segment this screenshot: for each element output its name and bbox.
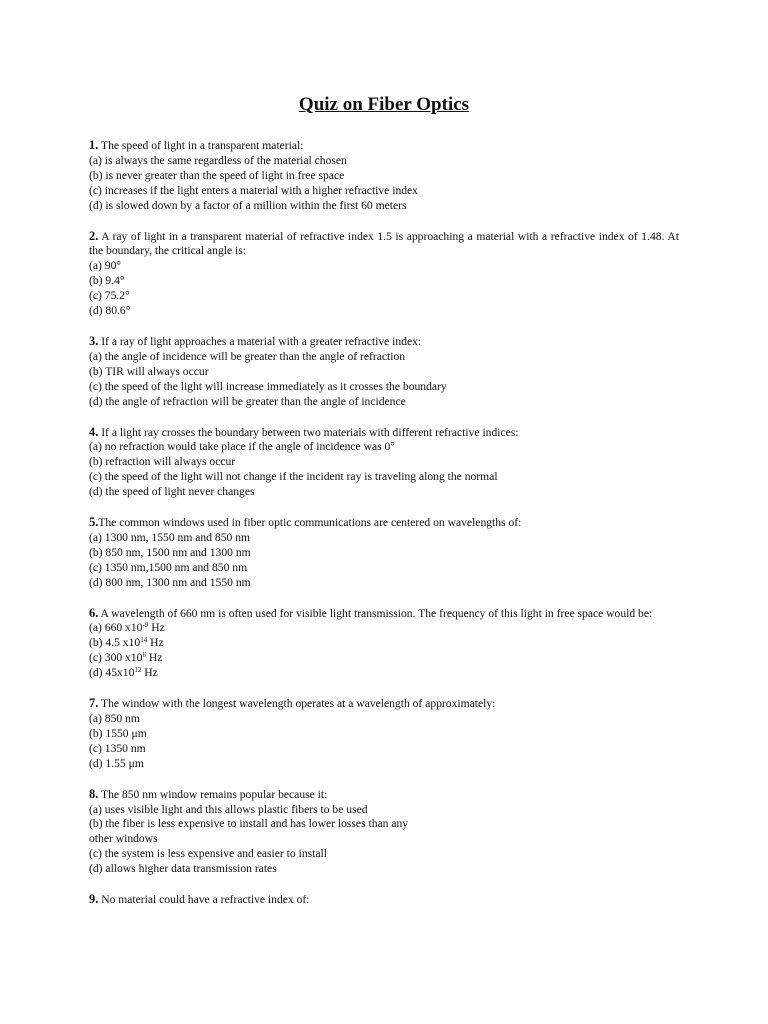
question-text: If a ray of light approaches a material with a greater refractive index: <box>98 334 422 348</box>
question-text: The common windows used in fiber optic communications are centered on wavelengths of: <box>98 516 522 530</box>
question-stem <box>89 334 679 350</box>
question-stem <box>89 787 679 803</box>
option-d: (d) allows higher data transmission rates <box>89 862 277 876</box>
exponent: -9 <box>142 621 149 630</box>
page-title: Quiz on Fiber Optics <box>298 94 470 115</box>
option-b: (b) 850 nm, 1500 nm and 1300 nm <box>89 545 251 559</box>
question-stem <box>89 229 679 260</box>
question-stem <box>89 425 679 441</box>
option-b: (b) is never greater than the speed of light in free space <box>89 168 345 182</box>
question-stem <box>89 515 679 531</box>
question-stem <box>89 606 679 622</box>
question-text: The speed of light in a transparent material: <box>98 139 304 152</box>
option-b-continued: other windows <box>89 832 158 846</box>
option-a: (a) is always the same regardless of the material chosen <box>89 153 347 167</box>
option-c: (c) the speed of the light will not change if the incident ray is traveling along the normal <box>89 470 498 484</box>
option-c: (c) the speed of the light will increase immediately as it crosses the boundary <box>89 379 447 393</box>
question-2 <box>89 229 679 319</box>
question-4 <box>89 425 679 501</box>
question-text: The 850 nm window remains popular because it: <box>98 787 328 801</box>
option-b: (b) 9.4° <box>89 274 125 288</box>
option-b: (b) 4.5 $x10^{14}$ Hz <box>89 636 164 650</box>
option-c: (c) the system is less expensive and easier to install <box>89 847 327 861</box>
question-stem <box>89 892 679 908</box>
question-6 <box>89 606 679 682</box>
question-1 <box>89 138 679 214</box>
question-number: 8. <box>89 786 99 801</box>
question-stem <box>89 696 679 712</box>
option-a: (a) 660 $x10^{-9}$ Hz <box>89 621 165 635</box>
option-c: (c) 75.2° <box>89 289 130 303</box>
question-text: No material could have a refractive index of: <box>98 893 310 907</box>
option-c: (c) increases if the light enters a material with a higher refractive index <box>89 183 418 197</box>
option-a: (a) uses visible light and this allows plastic fibers to be used <box>89 802 368 816</box>
question-text: A ray of light in a transparent material of refractive index 1.5 is approaching a material with a refractive index of 1.48. At the boundary, the critical angle is: <box>89 229 679 258</box>
question-9 <box>89 892 679 908</box>
option-d: (d) the angle of refraction will be greater than the angle of incidence <box>89 394 406 408</box>
option-b: (b) refraction will always occur <box>89 455 236 469</box>
option-c: (c) 1350 nm <box>89 741 146 755</box>
question-7 <box>89 696 679 772</box>
question-text: The window with the longest wavelength operates at a wavelength of approximately: <box>98 697 496 711</box>
option-a: (a) the angle of incidence will be greater than the angle of refraction <box>89 349 406 363</box>
question-number: 7. <box>89 696 99 711</box>
option-c: (c) 1350 nm,1500 nm and 850 nm <box>89 560 248 574</box>
option-b: (b) the fiber is less expensive to install and has lower losses than any <box>89 817 409 831</box>
question-number: 2. <box>89 228 99 243</box>
option-b: (b) TIR will always occur <box>89 364 209 378</box>
question-number: 1. <box>89 138 99 152</box>
option-a: (a) 850 nm <box>89 712 140 725</box>
question-3 <box>89 334 679 410</box>
question-number: 5. <box>89 515 99 530</box>
exponent: 6 <box>142 651 146 660</box>
option-d: (d) 80.6° <box>89 304 131 318</box>
option-d: (d) 1.55 μm <box>89 756 144 770</box>
option-d: (d) 800 nm, 1300 nm and 1550 nm <box>89 575 251 589</box>
question-number: 9. <box>89 892 99 907</box>
option-d: (d) is slowed down by a factor of a million within the first 60 meters <box>89 198 407 212</box>
question-number: 6. <box>89 605 99 620</box>
option-c: (c) 300 $x10^6$ Hz <box>89 651 163 665</box>
option-a: (a) no refraction would take place if the angle of incidence was 0° <box>89 440 395 454</box>
option-b: (b) 1550 μm <box>89 726 147 740</box>
question-text: A wavelength of 660 nm is often used for visible light transmission. The frequency of this light in free space would be: <box>98 606 653 620</box>
exponent: 12 <box>134 666 142 675</box>
question-5 <box>89 515 679 591</box>
option-a: (a) 90° <box>89 259 121 273</box>
question-number: 3. <box>89 333 99 348</box>
option-a: (a) 1300 nm, 1550 nm and 850 nm <box>89 530 251 544</box>
option-d: (d) $45x10^{12}$ Hz <box>89 666 158 680</box>
exponent: 14 <box>140 636 148 645</box>
question-number: 4. <box>89 424 99 439</box>
question-text: If a light ray crosses the boundary between two materials with different refractive indices: <box>98 425 519 439</box>
quiz-body <box>89 138 679 923</box>
option-d: (d) the speed of light never changes <box>89 485 255 499</box>
question-8 <box>89 787 679 877</box>
question-stem <box>89 138 679 154</box>
